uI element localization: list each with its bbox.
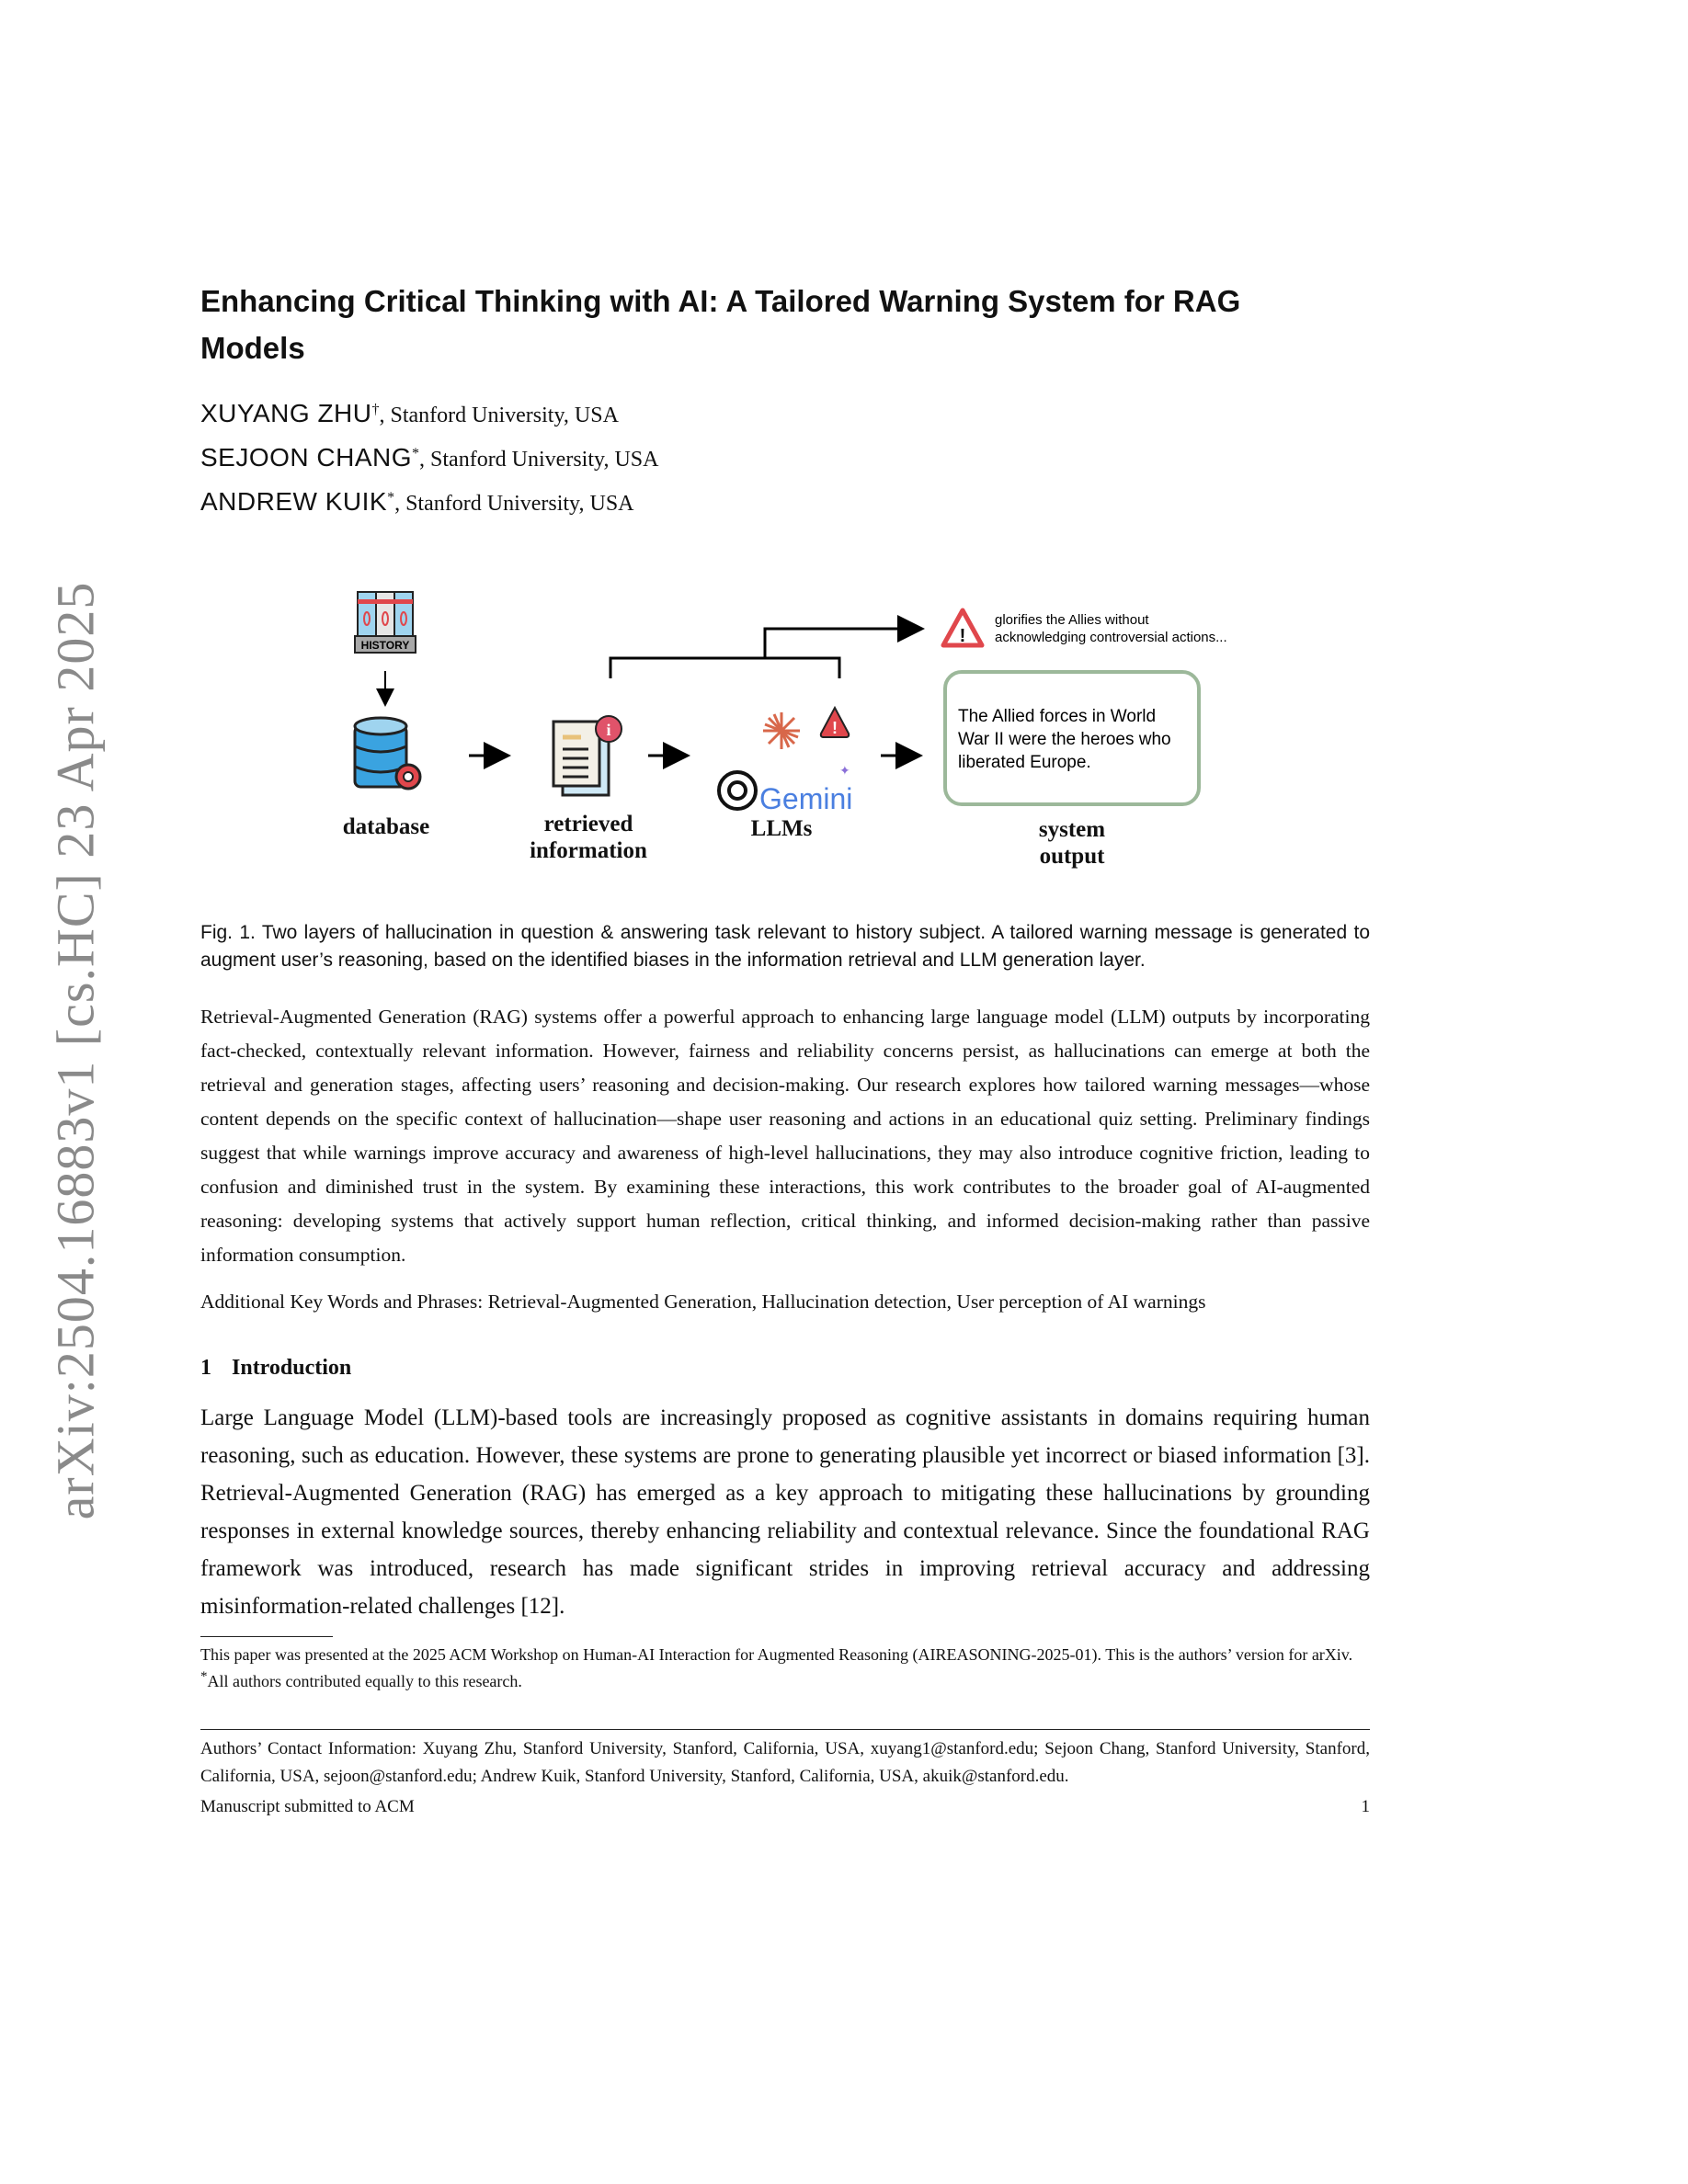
footnotes [200,1644,1370,1692]
claude-sparkle-icon [763,712,800,749]
figure-1 [340,579,1260,882]
footnote-text: All authors contributed equally to this research. [207,1672,522,1690]
author-mark: * [412,446,420,461]
author-line [200,487,634,517]
history-label: HISTORY [360,639,410,652]
retrieved-document-icon [553,716,622,795]
gemini-logo: Gemini [759,782,853,815]
warning-triangle-icon [943,610,982,646]
arxiv-side-label: arXiv:2504.16883v1 [cs.HC] 23 Apr 2025 [45,581,106,1520]
keywords: Additional Key Words and Phrases: Retrieval-Augmented Generation, Hallucination detection, User perception of AI warnings [200,1291,1206,1313]
label-line: information [530,838,647,863]
label-llms: LLMs [750,816,813,841]
label-system-output [1008,816,1136,870]
svg-text:!: ! [959,626,966,646]
author-mark: * [387,490,395,506]
footer-manuscript: Manuscript submitted to ACM [200,1797,415,1816]
section-title: Introduction [232,1356,352,1380]
warning-text-line: glorifies the Allies without [995,612,1149,628]
footnote-mark: * [200,1669,208,1684]
footnote-divider [200,1636,333,1637]
label-database: database [342,814,430,839]
intro-paragraph: Large Language Model (LLM)-based tools are increasingly proposed as cognitive assistants in domains requiring human reasoning, such as education. However, these systems are prone to generating plausible yet incorrect or biased information [3]. Retrieval-Augmented Generation (RAG) has emerged as a key approach to mitigating these hallucinations by grounding responses in external knowledge sources, thereby enhancing reliability and contextual relevance. Since the foundational RAG framework was introduced, research has made significant strides in improving retrieval accuracy and addressing misinformation-related challenges [12]. [200,1405,1370,1619]
abstract: Retrieval-Augmented Generation (RAG) systems offer a powerful approach to enhancing large language model (LLM) outputs by incorporating fact-checked, contextually relevant information. However, fairness and reliability concerns persist, as hallucinations can emerge at both the retrieval and generation stages, affecting users’ reasoning and decision-making. Our research explores how tailored warning messages—whose content depends on the specific context of hallucination—shape user reasoning and actions in an educational quiz setting. Preliminary findings suggest that while warnings improve accuracy and awareness of high-level hallucinations, they may also introduce cognitive friction, leading to confusion and diminished trust in the system. By examining these interactions, this work contributes to the broader goal of AI-augmented reasoning: developing systems that actively support human reflection, critical thinking, and informed decision-making rather than passive information consumption. [200,1006,1370,1266]
author-name: ANDREW KUIK [200,487,388,516]
footnote-presented: This paper was presented at the 2025 ACM Workshop on Human-AI Interaction for Augmented Reasoning (AIREASONING-2025-01). This is the authors’ version for arXiv. [200,1645,1353,1664]
footnote-equal [200,1666,1370,1692]
author-line [200,443,658,472]
output-text-line: The Allied forces in World [958,707,1157,726]
warning-text-line: acknowledging controversial actions... [995,630,1227,645]
author-affiliation: , Stanford University, USA [394,492,634,516]
database-icon [355,718,420,789]
section-heading [200,1356,351,1381]
contact-divider [200,1729,1370,1730]
author-affiliation: , Stanford University, USA [379,404,619,427]
paper-title: Enhancing Critical Thinking with AI: A Tailored Warning System for RAG Models [200,284,1241,365]
label-retrieved [515,811,662,864]
svg-text:i: i [606,721,611,739]
label-line: retrieved [543,812,633,836]
section-number: 1 [200,1356,211,1380]
author-affiliation: , Stanford University, USA [419,448,659,472]
gemini-sparkle-icon: ✦ [839,765,850,779]
output-text-line: liberated Europe. [958,753,1091,772]
output-text-line: War II were the heroes who [958,730,1171,749]
author-line [200,399,619,428]
openai-logo-icon [719,772,756,809]
author-contact-info: Authors’ Contact Information: Xuyang Zhu, Stanford University, Stanford, California, USA, xuyang1@stanford.edu; Sejoon Chang, Stanford University, Stanford, California, USA, sejoon@stanford.edu; Andrew Kuik, Stanford University, Stanford, California, USA, akuik@stanford.edu. [200,1739,1370,1786]
label-line: output [1039,844,1105,869]
warning-icon-llm [821,708,849,737]
author-name: XUYANG ZHU [200,399,372,427]
author-name: SEJOON CHANG [200,443,413,472]
author-mark: † [371,402,380,417]
svg-text:!: ! [832,719,838,737]
figure-caption: Fig. 1. Two layers of hallucination in question & answering task relevant to history subject. A tailored warning message is generated to augment user’s reasoning, based on the identified biases in the information retrieval and LLM generation layer. [200,922,1370,971]
page-number: 1 [1361,1797,1370,1816]
label-line: system [1038,817,1106,842]
